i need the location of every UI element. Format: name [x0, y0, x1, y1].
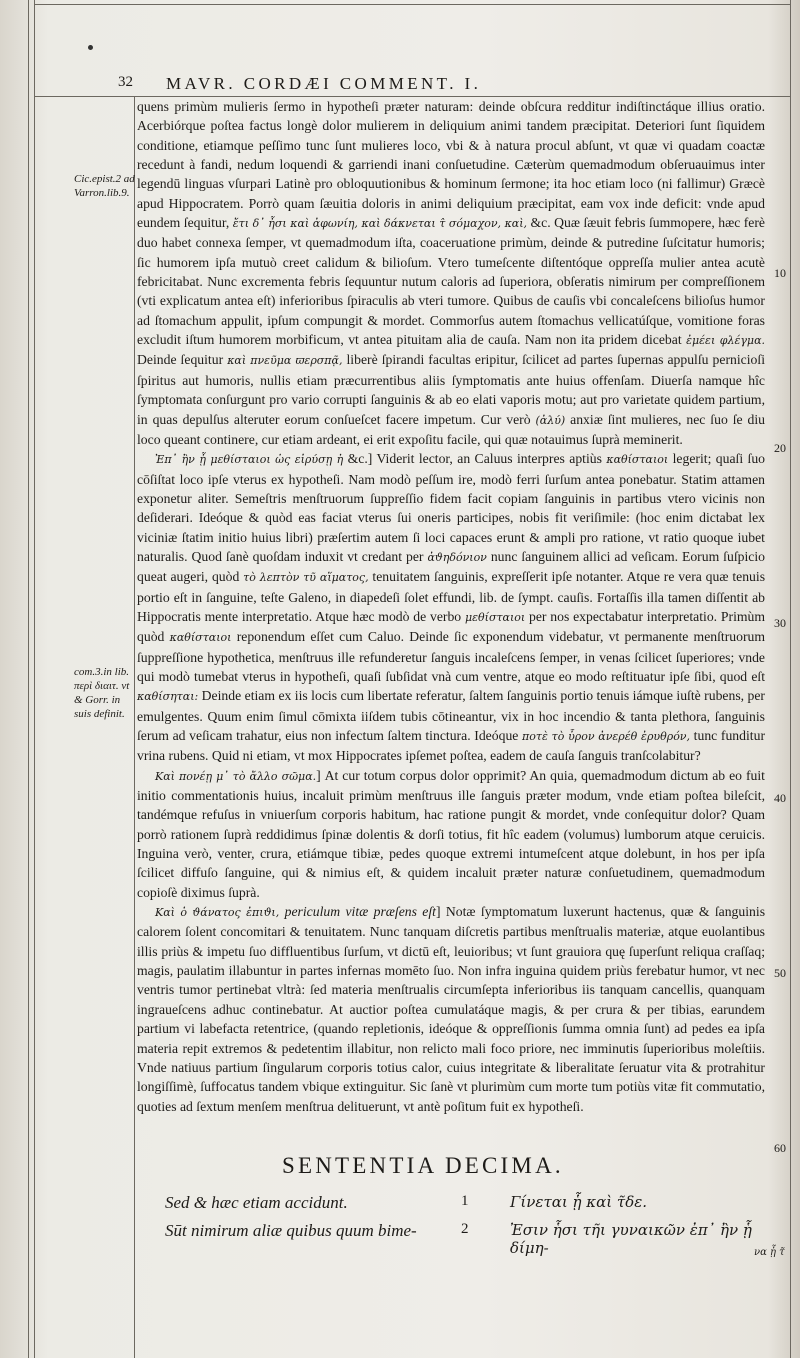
line-number-10: 10	[774, 266, 786, 280]
text-run: Deinde etiam ex iis locis cum libertate referatur, ſaltem ſanguinis portio tenuis iámque iuſtè rubens, per emulgentes. Quum enim ſimul cōmixta iiſdem tubis cōtineantur, vix in hoc incendio & tanta plethora, ſanguinis ſerum ad veſicam trahatur, eius non infectum ſaltem tinctura. Ideóque	[137, 688, 765, 743]
greek-quote: τὸ λεπτὸν τῦ αἵματος,	[243, 571, 369, 585]
text-run: &c. Quæ ſæuit febris ſummopere, hæc ferè duo habet connexa ſemper, vt quemadmodum iſta, coaceruatione primùm, deinde & putredine ſuſcitatur humoris; ſic humorem ipſa mutuò creet calidum & bilioſum. Vtero tumeſcente diſtentóque oppreſſa mulier antea acutè febricitabat. Nunc excrementa febris ſequuntur nutum caloris ad ſuperiora, obſeratis nimirum per compreſſionem (vti explicatum antea eſt) inferioribus ſpiraculis ab vteri tumore. Quibus de cauſis vbi concaleſcens bilioſus humor ad ſtomachum appulit, ipſum compungit & mordet. Commorſus autem ſtomachus vellicatúſque, vomitione foras excludit iſtum humorem morbificum, vt antea pituitam alia de cauſa. Nam non ita pridem dicebat	[137, 215, 766, 348]
line-number-40: 40	[774, 791, 786, 805]
text-run: &c.] Viderit lector, an Caluus interpres aptiùs	[347, 451, 602, 467]
greek-quote: καὶ πνεῦμα ϖερσπᾷ,	[227, 354, 343, 368]
sententia-latin: Sūt nimirum aliæ quibus quum bime-	[165, 1221, 417, 1240]
line-number-50: 50	[774, 966, 786, 980]
paragraph-2	[137, 449, 765, 766]
text-run: Deinde ſequitur	[137, 352, 224, 368]
outer-frame-left-inner	[34, 0, 35, 1358]
paragraph-1	[137, 97, 765, 449]
text-run: quens primùm mulieris ſermo in hypotheſi præter naturam: deinde obſcura redditur indiſtinctáque illius oratio. Acerbiórque poſtea factus longè dolor mulierem in deliquium animi tandem præcipitat. Deteriori ſunt ſiquidem conditione, etiamque peſſimo tunc ſunt mulieres loco, vbi & à natura procul abſunt, vt quæ vi quadam coactæ recedunt à fandi, nedum loquendi & garriendi inani conſuetudine. Cæterùm quemadmodum obſeruauimus inter legendū linguas vſurpari Latinè pro obloquutionibus & hominum ſermone; ita hoc etiam loco (ni fallimur) Græcè apud Hippocratem. Porrò quam ſæuitia doloris in animi deliquium præcipitat, eam vox inde deficit: vnde apud eundem ſequitur,	[137, 99, 765, 231]
greek-quote: ἔτι δ᾽ ἦσι καὶ ἀφωνίη, καὶ δάκνεται τ̂ σόμαχον, καὶ,	[232, 217, 528, 231]
text-run: ] At cur totum corpus dolor opprimit? An quia, quemadmodum dictum ab eo fuit initio commentationis huius, incaluit primùm menſtruus ille ſanguis præter modum, vnde etiam poſtea bileſcit, tandémque refuſus in vniuerſum corporis habitum, hac ratione pungit & mordet, vnde conſequitur dolor? Quam porrò rationem ſuprà reddidimus ſpinæ dolentis & dorſi totius, fit hîc eadem (volumus) lumborum atque ceruicis. Inguina verò, venter, crura, etiámque tibiæ, pedes quoque extremi intumeſcent atque dolebunt, in hos per ipſa ſcilicet diffuſo ſanguine, qui & nimius eſt, & quidem incaluit præter naturæ conſuetudinem, quemadmodum copioſè diximus ſuprà.	[137, 767, 765, 900]
text-run: per nos expectabatur interpretatio. Primùm quòd	[137, 608, 766, 645]
top-frame-rule	[34, 4, 790, 5]
text-run: reponendum eſſet cum Caluo. Deinde ſic exponendum videbatur, vt permanente menſtruorum ſuppreſſione hypothetica, menſtruus ille refunderetur ſanguis incaleſcens ſemper, in venas ſcilicet ſuperiores; vnde qui modò tumebat vterus in hypotheſi, quaſi ſubſidat vnà cum ventre, atque eo modo reſtituatur ipſe ſibi, quod eſt	[137, 629, 766, 684]
text-run: legerit; quaſi ſuo cōſiſtat loco ipſe vterus ex hypotheſi. Nam modò peſſum ire, modò ferri ſurſum antea ponebatur. Statim attamen exponetur aliter. Semeſtris menſtruorum ſuppreſſio fidem facit copiam ſanguinis in partibus vtero vicinis non deſiderari. Ideóque & quòd eas faciat vterus ſui oneris participes, nobis fit veriſimile: (hoc enim dictabat lex viciniæ ſtatim initio huius libri) præſertim autem ſi loci capaces erunt & ampli pro ratione, vt ratio quoque iubet naturalis. Quod ſanè quoſdam induxit vt credant per	[137, 451, 766, 564]
running-title: MAVR. CORDÆI COMMENT. I.	[166, 74, 482, 93]
lemma-greek: Ἐπ᾽ ἢν ᾗ μεθίσταιοι ὡς εἰρύσῃ ἡ	[155, 453, 344, 467]
catchword: να ᾗ τ̃	[754, 1247, 785, 1258]
text-run: anxiæ ſint mulieres, nec ſuo ſe diu loco queant continere, cur etiam ardeant, ei erit expoſitu facile, qui quæ notauimus ſuprà meminerit.	[137, 411, 766, 447]
greek-quote: ποτὲ τὸ ὖρον ἀνερέθ ἐρυθρόν,	[522, 730, 690, 743]
commentary-text	[137, 97, 765, 1116]
sententia-line-1	[165, 1193, 765, 1217]
lemma-greek: Καὶ πονέῃ μ᾽ τὸ ἄλλο σῶμα.	[155, 769, 317, 783]
paragraph-3	[137, 766, 765, 902]
sententia-greek: Γίνεται ᾗ καὶ τ̃δε.	[510, 1193, 648, 1211]
margin-note-cicero: Cic.epist.2 ad Varron.lib.9.	[74, 173, 135, 199]
text-run: liberè ſpirandi facultas eripitur, ſcilicet ad partes ſupernas appulſu pernicioſi ſpiritus aut humoris, nullis etiam præcurrentibus aliis ſymptomatis ante huius offenſam. Diuerſa namque hîc ſymptomata conſurgunt pro vario corrupti ſanguinis & ab eo elati vaporis motu; aut pro varietate quidem partium, in quas depulſus alteruter eorum conſueſcet facere impetum. Cur verò	[137, 352, 765, 427]
line-number-60: 60	[774, 1141, 786, 1155]
sententia-latin: Sed & hæc etiam accidunt.	[165, 1193, 348, 1212]
greek-quote: ἐμέει φλέγμα.	[686, 334, 765, 348]
frame-right	[790, 0, 791, 1358]
text-run: tunc funditur vrina rubens. Quid ni etiam, vt mox Hippocrates ipſemet poſtea, eadem de cauſa ſanguis tranſcolabitur?	[137, 728, 766, 764]
section-heading: SENTENTIA DECIMA.	[282, 1153, 564, 1178]
sententia-number: 1	[461, 1193, 469, 1209]
sententia-number: 2	[461, 1221, 469, 1237]
lemma-greek: Καὶ ὁ ϑάνατος ἐπιϑι,	[155, 906, 280, 920]
text-run: nunc ſanguinem allici ad veſicam. Eorum ſuſpicio queat augeri, quòd	[137, 548, 765, 585]
line-number-20: 20	[774, 441, 786, 455]
greek-quote: καθίσηται:	[137, 690, 199, 704]
text-run: ] Notæ ſymptomatum luxerunt hactenus, quæ & ſanguinis calorem ſolent concomitari & tenuitatem. Nunc tanquam diſcretis partibus menſtrualis materiæ, atque euolantibus illis priùs & impetu ſuo diffluentibus ſurſum, vt dictū eſt, leuioribus; vt ſunt grauiora quę ſuperſunt reliqua craſſaq; magis, paulatim illabuntur in partes infernas momēto ſuo. Non infra inguina quidem priùs ferebatur humor, vt nec ventris tumor pertinebat vltrà: ſed materia menſtrualis circumſepta inferioribus iis tanquam cancellis, quanquam ingraueſcens adhuc continebatur. At auctior poſtea cumulatáque magis, & per crura & per tibias, earundem partium vi labefacta retentrice, (quando repletionis, ideóque & oppreſſionis ſumma omnia ſunt) ad pedes ea ipſa materia repit extremos & pedetentim illabitur, non relicto mali foco priore, nec imminutis ſuperioribus moleſtiis. Vnde natiuus partium ſingularum corporis totius calor, cuius integritate & liberalitate ſeruatur vita & protrahitur longiſſimè, ſuffocatus tandem vbique extinguitur. Sic ſanè vt plurimùm cum morte tum potiùs vitæ fit commutatio, quoties ad ſextum menſem menſtrua delituerunt, vt antè poſitum fuit ex hypotheſi.	[137, 904, 766, 1114]
ink-spot	[88, 45, 93, 50]
line-number-30: 30	[774, 616, 786, 630]
margin-note-galen: com.3.in lib. περὶ διαιτ. vt & Gorr. in suis definit.	[74, 666, 130, 720]
column-rule-left	[134, 96, 135, 1358]
paragraph-4	[137, 902, 765, 1116]
sententia-greek: Ἐσιν ἧσι τῆι γυναικῶν ἐπ᾽ ἢν ᾗ δίμη-	[510, 1221, 752, 1257]
lemma-latin: periculum vitæ præſens eſt	[284, 904, 436, 920]
page-number: 32	[118, 74, 133, 90]
sententia-line-2	[165, 1221, 765, 1257]
greek-quote: (ἀλύ)	[535, 413, 566, 427]
outer-frame-left	[28, 0, 29, 1358]
page-header	[118, 74, 768, 96]
greek-quote: καθίσταιοι	[606, 453, 669, 467]
greek-quote: καθίσταιοι	[169, 631, 232, 645]
text-run: tenuitatem ſanguinis, expreſſerit ipſe notanter. Atque re vera quæ tenuis portio eſt in ſanguine, teſte Galeno, in diapedeſi ſolet effundi, lib. de ſympt. cauſis. Fortaſſis illa tamen diſſentit ab Hippocratis mente interpretatio. Atque hæc modò de verbo	[137, 569, 766, 624]
greek-quote: ἀϑηδόνιον	[427, 550, 487, 564]
greek-quote: μεθίσταιοι	[464, 610, 526, 624]
